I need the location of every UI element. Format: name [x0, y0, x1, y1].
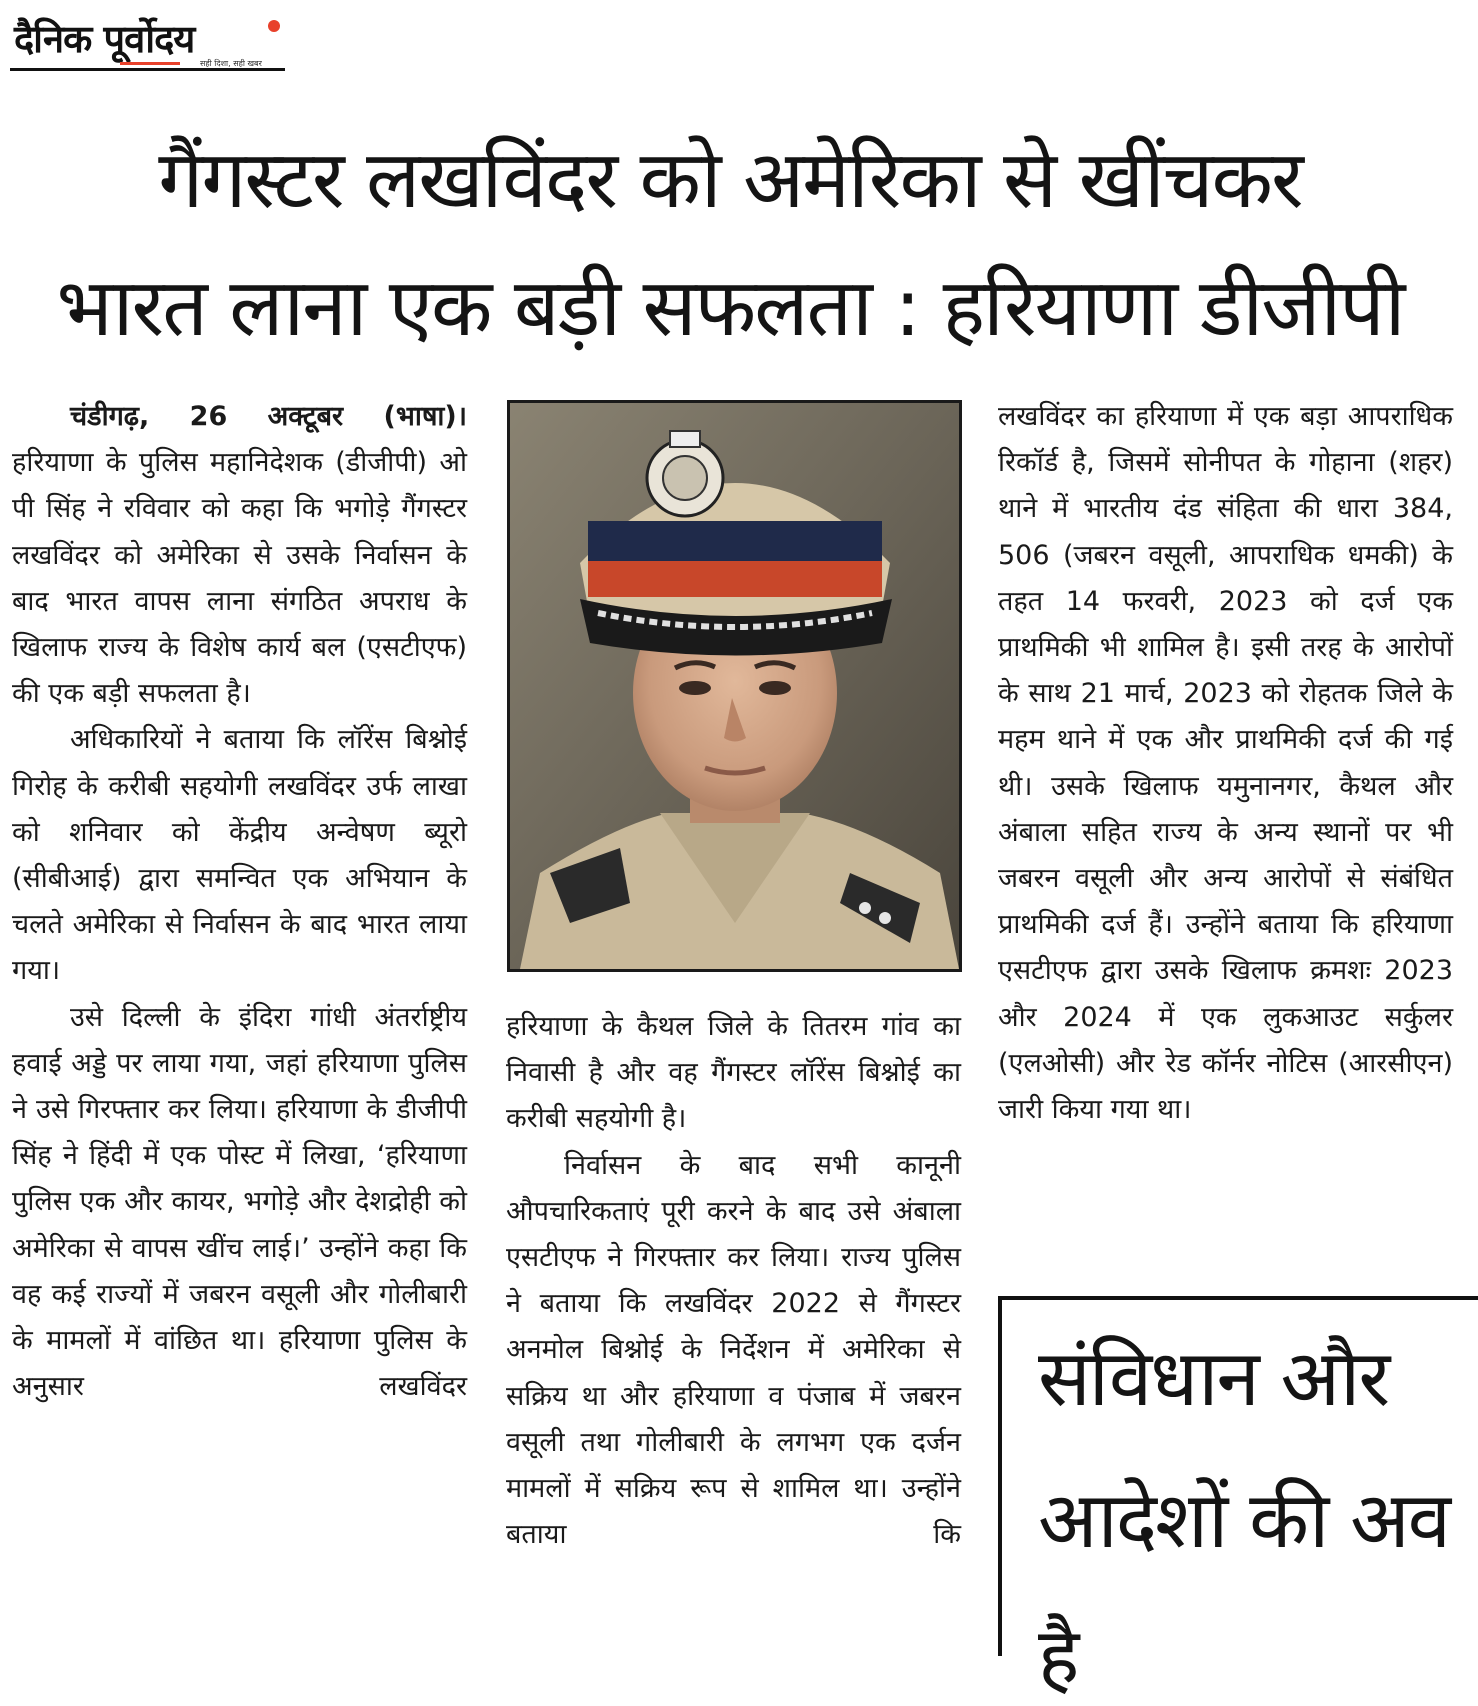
- masthead: [10, 8, 285, 70]
- masthead-rule: [10, 68, 285, 71]
- article-paragraph: अधिकारियों ने बताया कि लॉरेंस बिश्नोई गिरोह के करीबी सहयोगी लखविंदर उर्फ लाखा को शनिवार को केंद्रीय अन्वेषण ब्यूरो (सीबीआई) द्वारा समन्वित एक अभियान के चलते अमेरिका से निर्वासन के बाद भारत लाया गया।: [12, 724, 467, 987]
- headline-line-1: गैंगस्टर लखविंदर को अमेरिका से खींचकर: [158, 133, 1302, 226]
- logo-accent-bar: [120, 62, 180, 65]
- article-paragraph: निर्वासन के बाद सभी कानूनी औपचारिकताएं पूरी करने के बाद उसे अंबाला एसटीएफ ने गिरफ्तार कर लिया। राज्य पुलिस ने बताया कि लखविंदर 2022 से गैंगस्टर अनमोल बिश्नोई के निर्देशन में अमेरिका से सक्रिय था और हरियाणा व पंजाब में जबरन वसूली तथा गोलीबारी के लगभग एक दर्जन मामलों में सक्रिय रूप से शामिल था। उन्होंने बताया कि: [506, 1149, 961, 1551]
- article-paragraph: हरियाणा के कैथल जिले के तितरम गांव का निवासी है और वह गैंगस्टर लॉरेंस बिश्नोई का करीबी सहयोगी है।: [506, 1011, 961, 1135]
- headline-line-2: भारत लाना एक बड़ी सफलता : हरियाणा डीजीपी: [56, 261, 1404, 354]
- article-column-3: [998, 394, 1453, 1133]
- adjacent-headline-line-3: है: [1038, 1612, 1078, 1702]
- newspaper-logo: दैनिक पूर्वोदय: [14, 17, 195, 61]
- article-column-2: [506, 1004, 961, 1558]
- article-paragraph: हरियाणा के पुलिस महानिदेशक (डीजीपी) ओ पी सिंह ने रविवार को कहा कि भगोड़े गैंगस्टर लखविंदर को अमेरिका से उसके निर्वासन के बाद भारत वापस लाना संगठित अपराध के खिलाफ राज्य के विशेष कार्य बल (एसटीएफ) की एक बड़ी सफलता है।: [12, 447, 467, 710]
- officer-portrait-icon: [510, 403, 959, 969]
- article-column-1: [12, 394, 467, 1410]
- adjacent-story-box: [998, 1296, 1478, 1702]
- logo-dot-icon: [268, 20, 280, 32]
- article-paragraph: उसे दिल्ली के इंदिरा गांधी अंतर्राष्ट्रीय हवाई अड्डे पर लाया गया, जहां हरियाणा पुलिस ने उसे गिरफ्तार कर लिया। हरियाणा के डीजीपी सिंह ने हिंदी में एक पोस्ट में लिखा, ‘हरियाणा पुलिस एक और कायर, भगोड़े और देशद्रोही को अमेरिका से वापस खींच लाई।’ उन्होंने कहा कि वह कई राज्यों में जबरन वसूली और गोलीबारी के मामलों में वांछित था। हरियाणा पुलिस के अनुसार लखविंदर: [12, 1001, 467, 1403]
- article-dateline-paragraph: [12, 394, 467, 440]
- newspaper-tagline: सही दिशा, सही खबर: [200, 59, 262, 68]
- adjacent-headline-line-2: आदेशों की अव: [1038, 1476, 1450, 1566]
- article-dateline: चंडीगढ़, 26 अक्टूबर (भाषा)।: [70, 401, 467, 432]
- officer-photo: [507, 400, 962, 972]
- adjacent-headline-line-1: संविधान और: [1038, 1334, 1389, 1424]
- article-paragraph: लखविंदर का हरियाणा में एक बड़ा आपराधिक रिकॉर्ड है, जिसमें सोनीपत के गोहाना (शहर) थाने में भारतीय दंड संहिता की धारा 384, 506 (जबरन वसूली, आपराधिक धमकी) के तहत 14 फरवरी, 2023 को दर्ज एक प्राथमिकी भी शामिल है। इसी तरह के आरोपों के साथ 21 मार्च, 2023 को रोहतक जिले के महम थाने में एक और प्राथमिकी दर्ज की गई थी। उसके खिलाफ यमुनानगर, कैथल और अंबाला सहित राज्य के अन्य स्थानों पर भी जबरन वसूली और अन्य आरोपों से संबंधित प्राथमिकी दर्ज हैं। उन्होंने बताया कि हरियाणा एसटीएफ द्वारा उसके खिलाफ क्रमशः 2023 और 2024 में एक लुकआउट सर्कुलर (एलओसी) और रेड कॉर्नर नोटिस (आरसीएन) जारी किया गया था।: [998, 401, 1453, 1126]
